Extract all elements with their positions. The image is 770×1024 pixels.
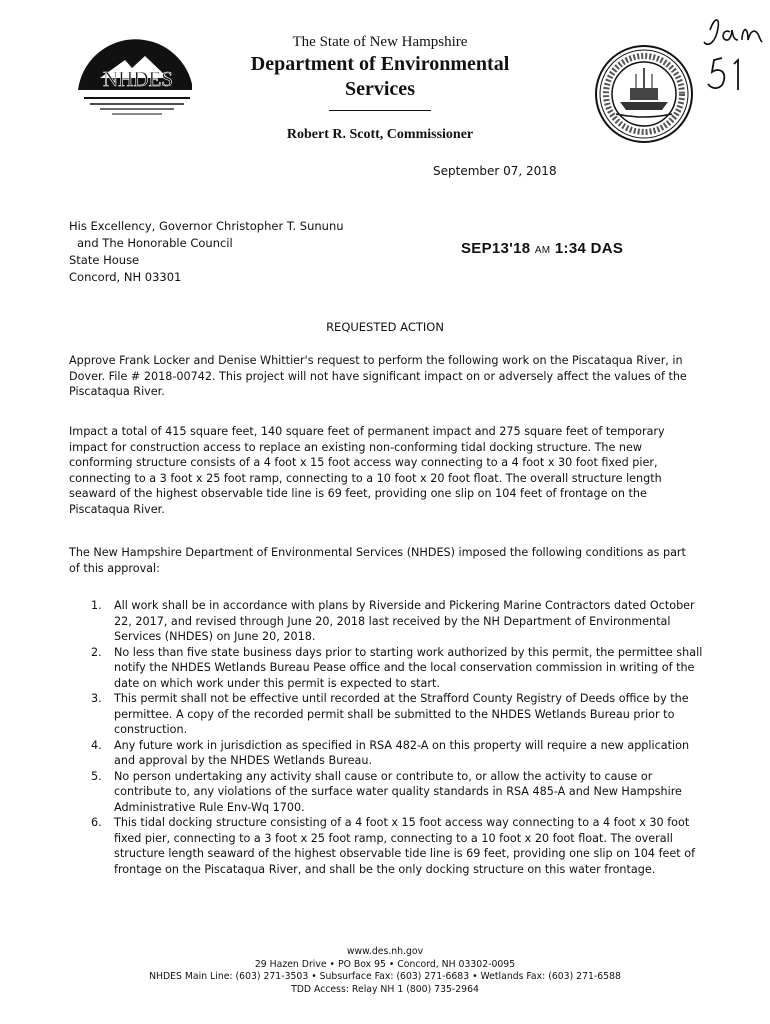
condition-text: This permit shall not be effective until recorded at the Strafford County Registry of Deeds office by the permittee. A copy of the recorded permit shall be submitted to the NHDES Wetlands Bureau prior to construction. [114,692,689,736]
paragraph-impact: Impact a total of 415 square feet, 140 square feet of permanent impact and 275 square feet of temporary impact for construction access to replace an existing non-conforming tidal docking structure. The new conforming structure consists of a 4 foot x 15 foot access way connecting to a 4 foot x 30 foot fixed pier, connecting to a 3 foot x 25 foot ramp, connecting to a 10 foot x 20 foot float. The overall structure length seaward of the highest observable tide line is 69 feet, providing one slip on 104 feet of frontage on the Piscataqua River. [69,425,665,516]
recipient-line: and The Honorable Council [77,236,233,250]
handwritten-note [700,8,766,98]
condition-item [69,815,709,877]
condition-item [69,769,709,816]
page-footer [0,946,770,996]
condition-item [69,645,709,692]
stamp-time: 1:34 DAS [554,240,624,257]
condition-number: 3. [91,692,102,705]
recipient-line: Concord, NH 03301 [69,270,182,284]
condition-item [69,598,709,645]
condition-number: 6. [91,816,102,829]
condition-number: 4. [91,738,102,752]
condition-text: Any future work in jurisdiction as specified in RSA 482-A on this property will require a new application and approval by the NHDES Wetlands Bureau. [114,738,690,767]
state-seal [594,44,694,144]
footer-phone-fax: NHDES Main Line: (603) 271-3503 • Subsurface Fax: (603) 271-6683 • Wetlands Fax: (603) 271-6588 [149,971,621,982]
stamp-am: AM [534,245,551,256]
department-line-2: Services [345,78,415,100]
letterhead [200,34,560,101]
condition-text: All work shall be in accordance with plans by Riverside and Pickering Marine Contractors dated October 22, 2017, and revised through June 20, 2018 last received by the NH Department of Environmental Services (NHDES) on June 20, 2018. [114,599,695,643]
footer-address: 29 Hazen Drive • PO Box 95 • Concord, NH 03302-0095 [254,958,516,970]
recipient-line: State House [69,253,140,267]
department-line-1: Department of Environmental [250,53,510,75]
footer-website: www.des.nh.gov [346,946,424,957]
recipient-line: His Excellency, Governor Christopher T. Sununu [69,219,344,233]
condition-text: No less than five state business days prior to starting work authorized by this permit, the permittee shall notify the NHDES Wetlands Bureau Pease office and the local conservation commission in writing of the date on which work under this permit is expected to start. [114,645,703,690]
commissioner-name: Robert R. Scott, Commissioner [286,127,474,142]
condition-item [69,738,709,769]
recipient-address [69,218,344,286]
condition-text: No person undertaking any activity shall cause or contribute to, or allow the activity to cause or contribute to, any violations of the surface water quality standards in RSA 485-A and New Hampshire Administrative Rule Env-Wq 1700. [114,769,682,814]
state-line: The State of New Hampshire [292,34,468,50]
nhdes-logo [70,18,205,123]
condition-number: 2. [91,645,102,659]
condition-number: 5. [91,769,102,783]
conditions-list [69,598,709,877]
paragraph-conditions-intro: The New Hampshire Department of Environmental Services (NHDES) imposed the following conditions as part of this approval: [69,546,686,575]
header-divider [329,110,431,111]
stamp-date: SEP13'18 [461,240,531,257]
condition-item [69,691,709,738]
condition-text: This tidal docking structure consisting of a 4 foot x 15 foot access way connecting to a 4 foot x 30 foot fixed pier, connecting to a 3 foot x 25 foot ramp, connecting to a 10 foot x 20 foot float. The overall structure length seaward of the highest observable tide line is 69 feet, providing one slip on 104 feet of frontage on the Piscataqua River, and shall be the only docking structure on this water frontage. [114,816,696,876]
footer-tdd: TDD Access: Relay NH 1 (800) 735-2964 [291,983,479,995]
logo-text: NHDES [102,67,174,91]
letter-date: September 07, 2018 [433,164,557,178]
received-stamp [461,240,623,257]
paragraph-approval: Approve Frank Locker and Denise Whittier's request to perform the following work on the Piscataqua River, in Dover. File # 2018-00742. This project will not have significant impact on or adversely affect the values of the Piscataqua River. [69,354,687,398]
condition-number: 1. [91,599,102,612]
requested-action-heading: REQUESTED ACTION [326,320,444,334]
